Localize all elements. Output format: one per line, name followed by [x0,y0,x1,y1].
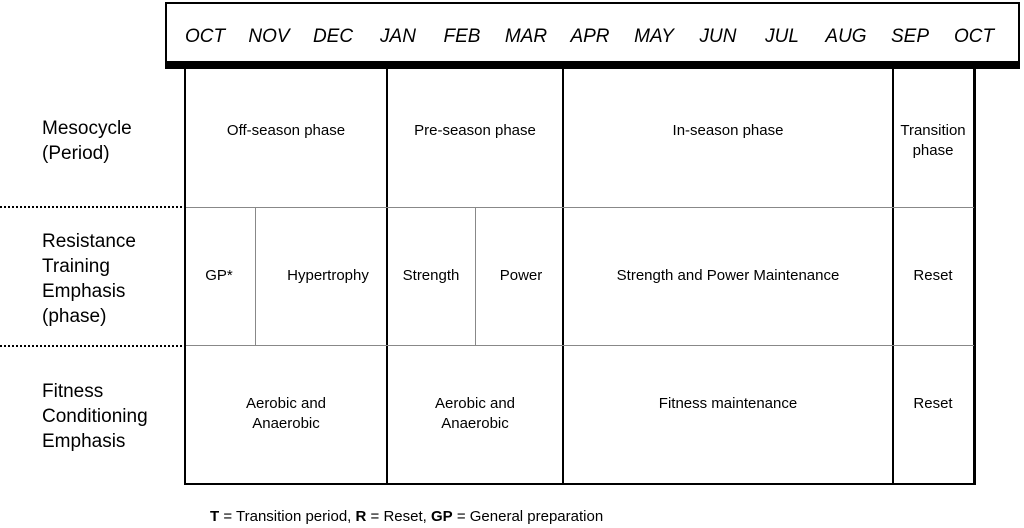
phase-pre-season: Pre-season phase [414,122,536,139]
month-label: NOV [248,26,290,47]
grid-line [386,69,388,485]
month-label: JAN [380,26,416,47]
resistance-gp: GP* [205,267,233,284]
month-label: APR [570,26,610,47]
resistance-strength: Strength [402,267,460,284]
row-label-mesocycle: Mesocycle (Period) [42,118,132,164]
row-label-resistance: Resistance Training Emphasis (phase) [42,231,136,327]
row-label-fitness: Fitness Conditioning Emphasis [42,381,148,452]
fitness-reset: Reset [913,395,953,412]
month-label: AUG [825,26,867,47]
month-label: MAR [504,26,548,47]
grid-line [562,69,564,485]
fitness-in-season: Fitness maintenance [658,395,798,412]
resistance-hypertrophy: Hypertrophy [287,267,369,284]
header-divider [165,61,1020,69]
grid-line [892,69,894,485]
month-label: FEB [443,26,481,47]
grid-line [186,207,974,208]
grid-line [475,208,476,345]
row-separator [0,206,186,208]
resistance-power: Power [499,267,543,284]
grid-line [973,69,976,485]
phase-off-season: Off-season phase [226,122,346,139]
row-separator [0,345,186,347]
month-label: OCT [953,26,995,47]
resistance-reset: Reset [913,267,953,284]
month-label: MAY [634,26,674,47]
month-label: JUN [699,26,737,47]
month-header [165,2,1020,64]
legend: T = Transition period, R = Reset, GP = General preparation [210,508,604,525]
grid-line [184,69,186,485]
month-label: DEC [312,26,354,47]
fitness-off-season: Aerobic and Anaerobic [245,395,327,432]
month-label: OCT [184,26,226,47]
fitness-pre-season: Aerobic and Anaerobic [434,395,516,432]
month-label: SEP [890,26,930,47]
phase-transition: Transition phase [900,122,966,159]
resistance-maintenance: Strength and Power Maintenance [616,267,840,284]
grid-line [186,345,974,346]
grid-line [255,208,256,345]
phase-in-season: In-season phase [672,122,784,139]
month-label: JUL [765,26,799,47]
grid-line [184,483,976,485]
